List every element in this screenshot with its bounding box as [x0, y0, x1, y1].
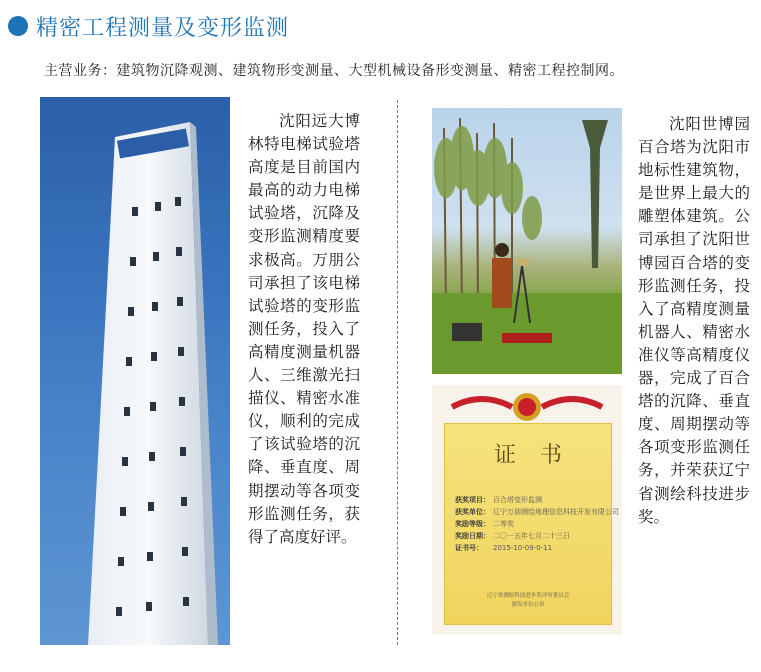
elevator-tower-photo [40, 97, 230, 645]
certificate-details [455, 494, 619, 554]
elevator-tower-paragraph: 沈阳远大博林特电梯试验塔高度是目前国内最高的动力电梯试验塔，沉降及变形监测精度要求极高。万朋公司承担了该电梯试验塔的变形监测任务，投入了高精度测量机器人、三维激光扫描仪、精密水准仪，顺利的完成了该试验塔的沉降、垂直度、周期摆动等各项变形监测任务，获得了高度好评。 [248, 112, 360, 546]
section-header [8, 8, 289, 44]
certificate-row-key: 获奖项目： [455, 496, 490, 504]
lily-tower-field-illustration [432, 108, 622, 374]
certificate-row [455, 530, 619, 542]
certificate-issuer: 辽宁省测绘科技进步奖评审委员会 [486, 593, 570, 599]
certificate-row-value: 辽宁万朋测绘地理信息科技开发有限公司 [493, 508, 619, 516]
certificate-row [455, 506, 619, 518]
certificate-row-value: 2015-10-09-0-11 [493, 544, 553, 552]
lily-tower-paragraph: 沈阳世博园百合塔为沈阳市地标性建筑物，是世界上最大的雕塑体建筑。公司承担了沈阳世博园百合塔的变形监测任务，投入了高精度测量机器人、精密水准仪等高精度仪器，完成了百合塔的沉降、垂直度、周期摆动等各项变形监测任务，并荣获辽宁省测绘科技进步奖。 [638, 115, 750, 526]
award-certificate [432, 385, 622, 635]
page-title: 精密工程测量及变形监测 [36, 15, 290, 41]
column-divider [397, 100, 398, 645]
certificate-row-key: 证书号： [455, 544, 483, 552]
certificate-footer [445, 592, 611, 610]
elevator-tower-illustration [40, 97, 230, 645]
certificate-row-value: 百合塔变形监测 [493, 496, 542, 504]
certificate-row-value: 二〇一五年七月二十三日 [493, 532, 570, 540]
certificate-row-value: 二等奖 [493, 520, 514, 528]
certificate-row-key: 获奖单位： [455, 508, 490, 516]
certificate-row [455, 542, 619, 554]
certificate-row [455, 518, 619, 530]
certificate-row-key: 奖励日期： [455, 532, 490, 540]
lily-tower-description [638, 113, 750, 529]
business-scope-line: 主营业务：建筑物沉降观测、建筑物形变测量、大型机械设备形变测量、精密工程控制网。 [44, 63, 624, 79]
certificate-seal-note: 颁发单位公章 [511, 602, 545, 608]
certificate-body [444, 423, 619, 625]
bullet-icon [8, 16, 28, 36]
certificate-row-key: 奖励等级： [455, 520, 490, 528]
certificate-heading: 证书 [493, 443, 586, 468]
elevator-tower-description [248, 110, 360, 549]
certificate-row [455, 494, 619, 506]
lily-tower-survey-photo [432, 108, 622, 374]
